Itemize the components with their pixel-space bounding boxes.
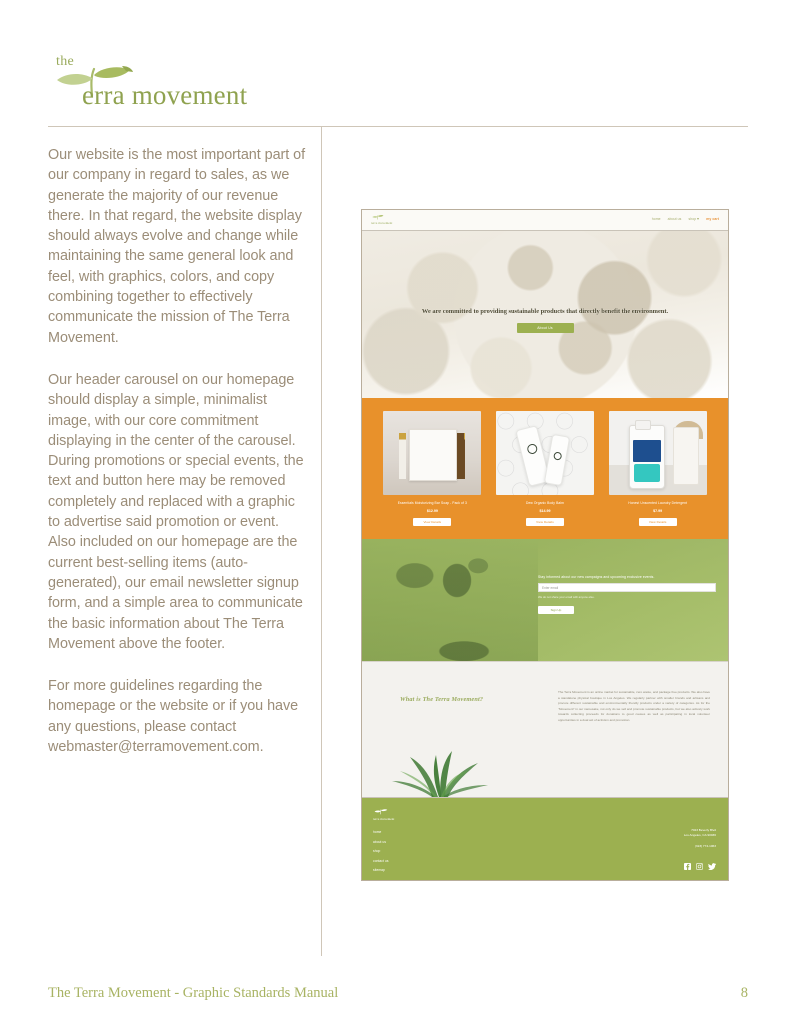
footer-logo[interactable]: [373, 808, 395, 821]
logo-the-text: the: [56, 54, 75, 69]
product-view-details-button[interactable]: View Details: [639, 518, 677, 526]
plant-illustration-icon: [380, 735, 500, 797]
brand-logo: [48, 48, 298, 120]
hero-text-block: [362, 307, 728, 333]
product-name: Dew Organic Body Balm: [525, 501, 564, 505]
page-footer: [48, 985, 748, 1002]
mockup-nav-brand: terra movement: [371, 221, 393, 225]
product-name: Essentials Moisturizing Bar Soap - Pack of 3: [397, 501, 467, 505]
product-image-soap: [383, 411, 481, 495]
sprout-icon: [371, 214, 385, 220]
nav-item-about-us[interactable]: about us: [667, 217, 682, 221]
footer-brand: terra movement: [373, 816, 395, 821]
footer-address-line-1: 7023 Beverly Blvd: [691, 828, 716, 832]
product-price: $7.99: [653, 509, 663, 513]
homepage-mockup: [361, 209, 729, 881]
footer-link-sitemap[interactable]: sitemap: [373, 868, 385, 872]
product-price: $14.99: [539, 509, 551, 513]
logo-wordmark: erra movement: [82, 80, 248, 110]
footer-address-line-2: Los Angeles, CA 90036: [683, 833, 716, 838]
product-image-body-balm: [496, 411, 594, 495]
body-copy-column: [48, 145, 306, 779]
newsletter-signup-form: [538, 575, 716, 614]
twitter-icon[interactable]: [708, 863, 716, 870]
newsletter-email-input[interactable]: Enter email: [538, 583, 716, 592]
nav-item-home[interactable]: home: [651, 217, 661, 221]
about-body-text: The Terra Movement is an online market for sustainable, zero waste, and package free products. We also have a standalone physical boutique in Los Angeles. We regularly partner with smaller brands and artisans and procure different sustainable and environmentally friendly products under a variety of categories. As for the “Movement” in our namesake, not only do we sell and promote sustainable products, but we also actively work towards collecting proceeds for donations to good causes as well as participating in local volunteer opportunities in a dual act of activism and promotion.: [558, 690, 710, 722]
sprout-icon: [373, 808, 389, 815]
mockup-about-section: [362, 661, 728, 798]
instagram-icon[interactable]: [696, 863, 703, 870]
footer-phone: (323) 774-1063: [694, 844, 716, 849]
footer-social-links: [684, 863, 716, 870]
about-heading: What is The Terra Movement?: [400, 696, 484, 703]
page-number: 8: [740, 985, 748, 1001]
mockup-newsletter-section: [362, 539, 728, 661]
column-divider: [321, 126, 322, 956]
chevron-down-icon: [697, 218, 699, 220]
footer-contact-block: [684, 828, 716, 850]
header-divider: [48, 126, 748, 127]
facebook-icon[interactable]: [684, 863, 691, 870]
paragraph-contact: For more guidelines regarding the homepage or the website or if you have any questions, please contact webmaster@terramovement.com.: [48, 678, 299, 756]
paragraph-website-importance: Our website is the most important part of our company in regard to sales, as we generate the majority of our revenue there. In that regard, the website display should always evolve and change while maintaining the same general look and feel, with graphics, colors, and copy combining together to effectively communicate the mission of The Terra Movement.: [48, 147, 306, 346]
footer-link-list: [373, 830, 389, 878]
newsletter-subtext: We do not share your email with anyone else.: [538, 595, 595, 599]
hero-cta-button[interactable]: About Us: [517, 323, 574, 333]
newsletter-signup-button[interactable]: Sign Up: [538, 606, 574, 614]
mockup-site-footer: [362, 798, 728, 881]
product-image-detergent: [609, 411, 707, 495]
footer-link-home[interactable]: home: [373, 830, 382, 834]
footer-link-about-us[interactable]: about us: [373, 839, 387, 844]
page-footer-title: The Terra Movement - Graphic Standards Manual: [48, 985, 339, 1001]
mockup-nav-logo[interactable]: [371, 214, 411, 225]
footer-link-contact-us[interactable]: contact us: [373, 858, 389, 863]
product-view-details-button[interactable]: View Details: [526, 518, 564, 526]
product-card[interactable]: [496, 411, 594, 539]
mockup-hero-carousel: [362, 231, 728, 398]
newsletter-heading: Stay informed about our new campaigns and upcoming exclusive events.: [538, 575, 655, 579]
product-name: Honest Unscented Laundry Detergent: [628, 501, 688, 505]
mockup-site-nav: [362, 210, 728, 231]
mockup-nav-links: [652, 217, 719, 221]
footer-link-shop[interactable]: shop: [373, 849, 381, 853]
paragraph-header-carousel: Our header carousel on our homepage should display a simple, minimalist image, with our core commitment displaying in the center of the carousel. During promotions or special events, the text and button here may be removed completely and replaced with a graphic to advertise said promotion or event. Also included on our homepage are the current best-selling items (auto-generated), our email newsletter signup form, and a simple area to communicate the basic information about The Terra Movement above the footer.: [48, 371, 304, 652]
product-price: $12.99: [426, 509, 438, 513]
newsletter-background-photo: [362, 539, 538, 661]
nav-item-shop[interactable]: shop: [688, 217, 699, 221]
product-card[interactable]: [609, 411, 707, 539]
mockup-bestsellers: [362, 398, 728, 539]
hero-headline: We are committed to providing sustainable products that directly benefit the environment.: [421, 308, 669, 315]
product-card[interactable]: [383, 411, 481, 539]
nav-item-my-cart[interactable]: my cart: [706, 217, 719, 221]
product-view-details-button[interactable]: View Details: [413, 518, 451, 526]
